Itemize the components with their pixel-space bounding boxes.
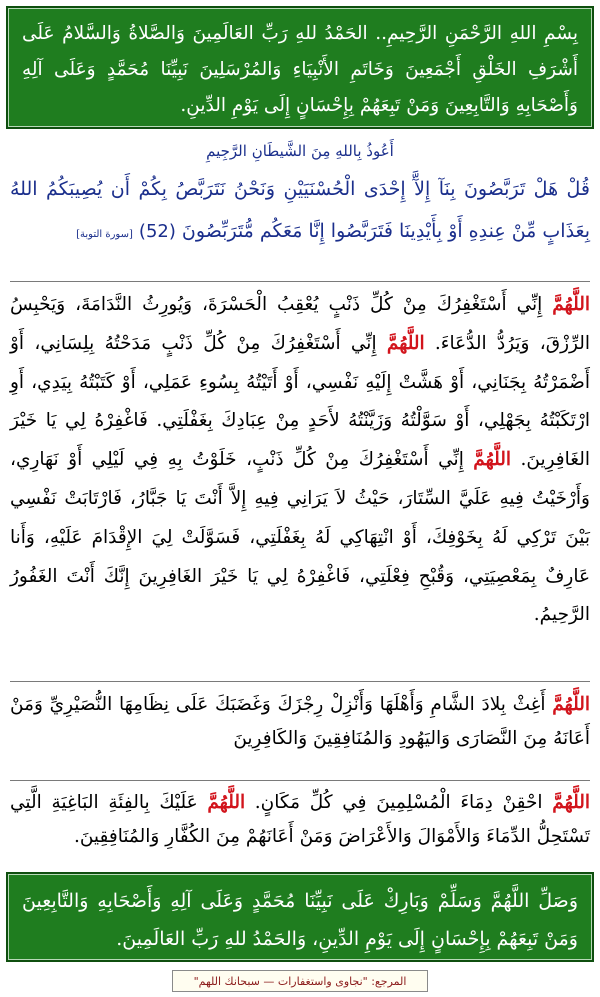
verse-text: قُلْ هَلْ تَرَبَّصُونَ بِنَآ إِلآَّ إِحْدَى الْحُسْنَيَيْنِ وَنَحْنُ نَتَرَبَّصُ بِكُمْ أَن يُصِيبَكُمُ اللهُ بِعَذَابٍ مِّنْ عِندِهِ أَوْ بِأَيْدِينَا فَتَرَبَّصُوا إِنَّا مَعَكُم مُّتَرَبِّصُونَ	[10, 178, 590, 242]
dua-muslims-block	[10, 786, 590, 854]
divider-3	[10, 780, 590, 781]
allahumma-red-word: اللَّهُمَّ	[473, 449, 512, 471]
dua-text-segment: أَغِثْ بِلادَ الشَّامِ وَأَهْلَهَا وَأَنْزِلْ رِجْزَكَ وَغَضَبَكَ عَلَى نِظَامِهَا النُّصَيْرِيِّ وَمَنْ أَعَانَهُ مِنَ النَّصَارَى وَاليَهُودِ وَالمُنَافِقِينَ وَالكَافِرِينَ	[10, 694, 590, 749]
divider-1	[10, 281, 590, 282]
verse-number: (52)	[138, 221, 176, 242]
opening-text: بِسْمِ اللهِ الرَّحْمَنِ الرَّحِيمِ.. الحَمْدُ للهِ رَبِّ العَالَمِينَ وَالصَّلاةُ وَالسَّلامُ عَلَى أَشْرَفِ الخَلْقِ أَجْمَعِينَ وَخَاتَمِ الأَنْبِيَاءِ وَالمُرْسَلِينَ نَبِيِّنَا مُحَمَّدٍ وَعَلَى آلِهِ وَأَصْحَابِهِ وَالتَّابِعِينَ وَمَنْ تَبِعَهُمْ بِإِحْسَانٍ إِلَى يَوْمِ الدِّينِ.	[22, 23, 578, 116]
reference-label: المرجع: "نجاوى واستغفارات — سبحانك اللهم"	[172, 970, 428, 992]
closing-text: وَصَلِّ اللَّهُمَّ وَسَلِّمْ وَبَارِكْ عَلَى نَبِيِّنَا مُحَمَّدٍ وَعَلَى آلِهِ وَأَصْحَابِهِ وَالتَّابِعِينَ وَمَنْ تَبِعَهُمْ بِإِحْسَانٍ إِلَى يَوْمِ الدِّينِ، وَالحَمْدُ للهِ رَبِّ العَالَمِينَ.	[22, 890, 578, 950]
dua-sham-block	[10, 688, 590, 756]
dua-text-segment: إِنِّي أَسْتَغْفِرُكَ مِنْ كُلِّ ذَنْبٍ يُعْقِبُ الْحَسْرَةَ، وَيُورِثُ النَّدَامَةَ، وَيَحْبِسُ الرِّزْقَ، وَيَرُدُّ الدُّعَاءَ.	[10, 294, 591, 354]
quran-verse	[10, 168, 590, 256]
closing-salawat-box	[6, 872, 594, 962]
allahumma-red-word: اللَّهُمَّ	[386, 332, 425, 354]
isti3adha-line: أَعُوذُ بِاللهِ مِنَ الشَّيطَانِ الرَّجِيمِ	[206, 142, 394, 160]
dua-text-segment: عَلَيْكَ بِالفِئَةِ البَاغِيَةِ الَّتِي تَسْتَحِلُّ الدِّمَاءَ وَالأَمْوَالَ وَالأَعْرَاضَ وَمَنْ أَعَانَهُمْ مِنَ الكُفَّارِ وَالمُنَافِقِينَ.	[10, 792, 590, 847]
dua-text-segment: إِنِّي أَسْتَغْفِرُكَ مِنْ كُلِّ ذَنْبٍ، خَلَوْتُ بِهِ فِي لَيْلِي أَوْ نَهَارِي، وَأَرْخَيْتُ فِيهِ عَلَيَّ السِّتَارَ، حَيْثُ لاَ يَرَانِي فِيهِ إِلاَّ أَنْتَ يَا جَبَّارُ، فَارْتَابَتْ نَفْسِي بَيْنَ تَرْكِي لَهُ بِخَوْفِكَ، أَوْ انْتِهَاكِي لَهُ بِغَفْلَتِي، فَسَوَّلَتْ لِيَ الإِقْدَامَ عَلَيْهِ، وَأَنا عَارِفٌ بِمَعْصِيَتِي، وَقُبْحِ فِعْلَتِي، فَاغْفِرْهُ لِي يَا خَيْرَ الغَافِرِينَ إِنَّكَ أَنْتَ الغَفُورُ الرَّحِيمُ.	[10, 449, 590, 626]
allahumma-red-word: اللَّهُمَّ	[207, 792, 246, 813]
divider-2	[10, 681, 590, 682]
dua-text-segment: إِنِّي أَسْتَغْفِرُكَ مِنْ كُلِّ ذَنْبٍ مَدَحْتُهُ بِلِسَانِي، أَوْ أَضْمَرْتُهُ بِجَنَانِي، أَوْ هَشَّتْ إِلَيْهِ نَفْسِي، أَوْ أَتَيْتُهُ بِسُوءِ عَمَلِي، أَوْ كَتَبْتُهُ بِيَدِي، أَوِ ارْتَكَبْتُهُ بِجَهْلِي، أَوْ سَوَّلْتُهُ وَزَيَّنْتُهُ لأَحَدٍ مِنْ عِبَادِكَ بِغَفْلَتِي. فَاغْفِرْهُ لِي يَا خَيْرَ الغَافِرِينَ.	[10, 332, 590, 471]
surah-name: [سورة التوبة]	[76, 229, 133, 240]
dua-istighfar-block	[10, 286, 590, 635]
allahumma-red-word: اللَّهُمَّ	[552, 294, 590, 315]
allahumma-red-word: اللَّهُمَّ	[552, 792, 591, 813]
allahumma-red-word: اللَّهُمَّ	[552, 694, 590, 715]
opening-basmala-box	[6, 6, 594, 129]
dua-text-segment: احْقِنْ دِمَاءَ الْمُسْلِمِينَ فِي كُلِّ مَكَانٍ.	[245, 792, 553, 813]
